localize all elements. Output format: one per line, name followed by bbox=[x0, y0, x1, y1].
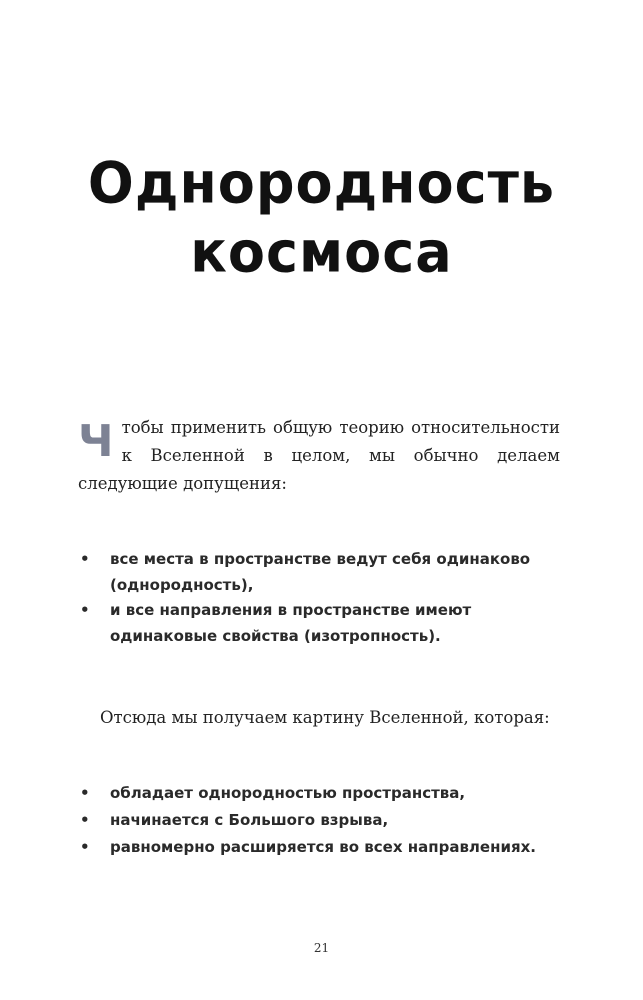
bullet-icon: • bbox=[80, 811, 90, 829]
list-item bbox=[78, 598, 578, 649]
list-item-text: обладает однородностью пространства, bbox=[110, 784, 466, 802]
list-item-text: начинается с Большого взрыва, bbox=[110, 811, 389, 829]
list-item bbox=[78, 834, 578, 861]
list-item-text: равномерно расширяется во всех направлениях. bbox=[110, 838, 536, 856]
title-line-2: космоса bbox=[190, 219, 453, 286]
list-item-text: и все направления в пространстве имеют одинаковые свойства (изотропность). bbox=[110, 601, 472, 645]
assumptions-list bbox=[78, 547, 578, 649]
bullet-icon: • bbox=[80, 838, 90, 856]
list-item bbox=[78, 547, 578, 598]
bullet-icon: • bbox=[80, 784, 90, 802]
intro-text: тобы применить общую теорию относительности к Вселенной в целом, мы обычно делаем следующие допущения: bbox=[78, 418, 560, 493]
title-line-1: Однородность bbox=[87, 149, 556, 216]
conclusion-paragraph: Отсюда мы получаем картину Вселенной, которая: bbox=[100, 708, 550, 727]
page-number: 21 bbox=[313, 941, 330, 955]
properties-list bbox=[78, 780, 578, 861]
bullet-icon: • bbox=[80, 550, 90, 568]
drop-cap: Ч bbox=[78, 416, 114, 467]
intro-paragraph bbox=[78, 414, 560, 498]
bullet-icon: • bbox=[80, 601, 90, 619]
page-title bbox=[0, 149, 643, 288]
list-item bbox=[78, 807, 578, 834]
list-item bbox=[78, 780, 578, 807]
list-item-text: все места в пространстве ведут себя одинаково (однородность), bbox=[110, 550, 531, 594]
